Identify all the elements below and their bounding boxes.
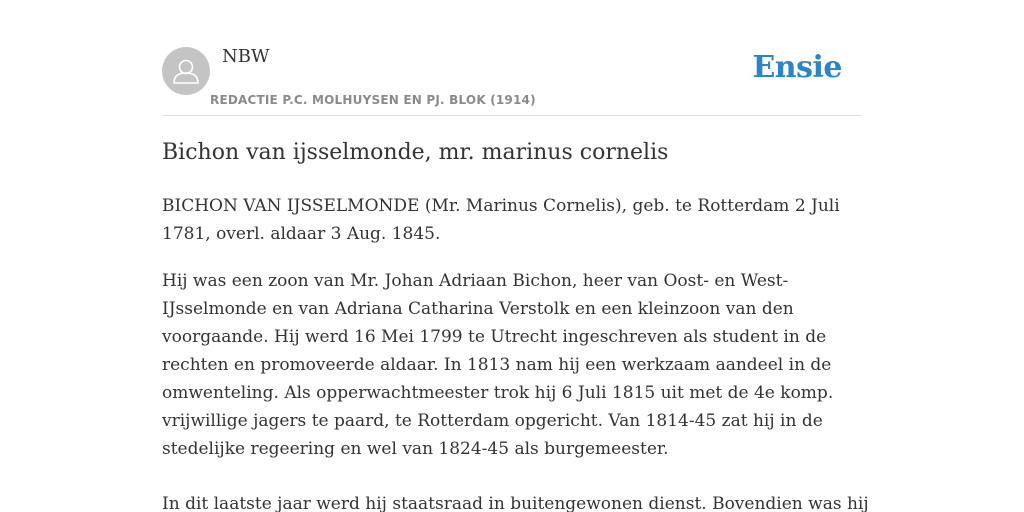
paragraph-line: voorgaande. Hij werd 16 Mei 1799 te Utrecht ingeschreven als student in de bbox=[162, 327, 827, 347]
header-divider bbox=[162, 115, 862, 116]
paragraph-line: vrijwillige jagers te paard, te Rotterdam opgericht. Van 1814-45 zat hij in de bbox=[162, 411, 823, 431]
paragraph-line: In dit laatste jaar werd hij staatsraad in buitengewonen dienst. Bovendien was hij bbox=[162, 494, 869, 512]
user-silhouette-icon bbox=[162, 47, 210, 95]
source-subtitle: REDACTIE P.C. MOLHUYSEN EN PJ. BLOK (1914) bbox=[210, 93, 536, 107]
source-avatar[interactable] bbox=[162, 47, 210, 95]
article-paragraph bbox=[162, 267, 862, 463]
article-title: Bichon van ijsselmonde, mr. marinus cornelis bbox=[162, 140, 669, 165]
paragraph-line: BICHON VAN IJSSELMONDE (Mr. Marinus Cornelis), geb. te Rotterdam 2 Juli bbox=[162, 196, 840, 216]
brand-logo[interactable]: Ensie bbox=[752, 50, 842, 85]
article-paragraph bbox=[162, 490, 869, 512]
paragraph-line: rechten en promoveerde aldaar. In 1813 nam hij een werkzaam aandeel in de bbox=[162, 355, 832, 375]
article-paragraph bbox=[162, 192, 862, 248]
paragraph-line: 1781, overl. aldaar 3 Aug. 1845. bbox=[162, 224, 441, 244]
paragraph-line: IJsselmonde en van Adriana Catharina Verstolk en een kleinzoon van den bbox=[162, 299, 794, 319]
paragraph-line: stedelijke regeering en wel van 1824-45 als burgemeester. bbox=[162, 439, 669, 459]
paragraph-line: omwenteling. Als opperwachtmeester trok hij 6 Juli 1815 uit met de 4e komp. bbox=[162, 383, 834, 403]
source-name[interactable]: NBW bbox=[222, 46, 270, 67]
paragraph-line: Hij was een zoon van Mr. Johan Adriaan Bichon, heer van Oost- en West- bbox=[162, 271, 789, 291]
